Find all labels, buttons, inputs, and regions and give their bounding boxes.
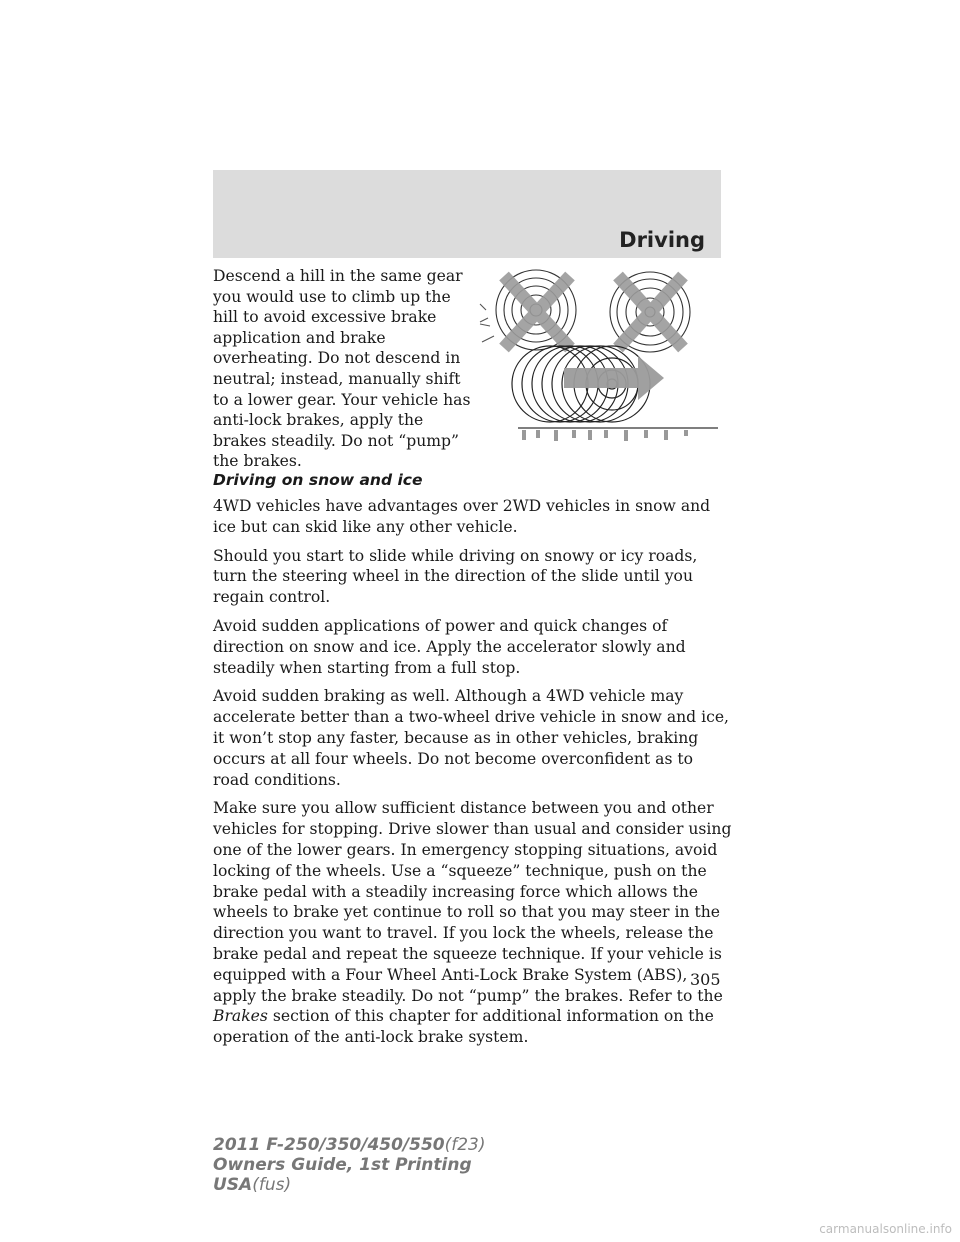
paragraph-text: section of this chapter for additional information on the operation of the anti-lock brake system. — [213, 1007, 714, 1047]
footer-region-line — [213, 1175, 486, 1195]
cross-mark-right — [618, 276, 683, 348]
paragraph: 4WD vehicles have advantages over 2WD vehicles in snow and ice but can skid like any other vehicle. — [213, 497, 711, 536]
page-number: 305 — [690, 970, 721, 989]
paragraph: Should you start to slide while driving on snowy or icy roads, turn the steering wheel in the direction of the slide until you regain control. — [213, 546, 698, 607]
wheel-skid-illustration-icon — [478, 266, 722, 456]
footer-model: 2011 F-250/350/450/550 — [213, 1135, 445, 1155]
chapter-header-band — [213, 170, 721, 258]
paragraph: Avoid sudden braking as well. Although a 4WD vehicle may accelerate better than a two-wheel drive vehicle in snow and ice, it won’t stop any faster, because as in other vehicles, braking occurs at all four wheels. Do not become overconfident as to road conditions. — [213, 687, 730, 789]
footer-model-code: (f23) — [444, 1135, 486, 1155]
paragraph: Avoid sudden applications of power and quick changes of direction on snow and ice. Apply the accelerator slowly and steadily when starting from a full stop. — [213, 616, 686, 677]
watermark: carmanualsonline.info — [819, 1222, 952, 1236]
section-heading: Driving on snow and ice — [213, 471, 423, 489]
brakes-reference: Brakes — [213, 1007, 268, 1026]
footer-region: USA — [213, 1175, 253, 1195]
intro-paragraph: Descend a hill in the same gear you would use to climb up the hill to avoid excessive brake application and brake overheating. Do not descend in neutral; instead, manually shift to a lower gear. Your vehicle has anti-lock brakes, apply the brakes steadily. Do not “pump” the brakes. — [213, 267, 471, 471]
section-body — [213, 496, 733, 1056]
footer-model-line — [213, 1135, 486, 1155]
footer-guide: Owners Guide, 1st Printing — [213, 1155, 472, 1175]
paragraph-braking — [213, 798, 733, 1048]
paragraph-text: Make sure you allow sufficient distance between you and other vehicles for stopping. Drive slower than usual and consider using one of the lower gears. In emergency stopping situations, avoid locking of the wheels. Use a “squeeze” technique, push on the brake pedal with a steadily increasing force which allows the wheels to brake yet continue to roll so that you may steer in the direction you want to travel. If you lock the wheels, release the brake pedal and repeat the squeeze technique. If your vehicle is equipped with a Four Wheel Anti-Lock Brake System (ABS), apply the brake steadily. Do not “pump” the brakes. Refer to the — [213, 799, 732, 1005]
footer — [213, 1135, 486, 1195]
chapter-title: Driving — [619, 228, 705, 252]
footer-region-code: (fus) — [252, 1175, 292, 1195]
road-texture — [524, 430, 686, 441]
